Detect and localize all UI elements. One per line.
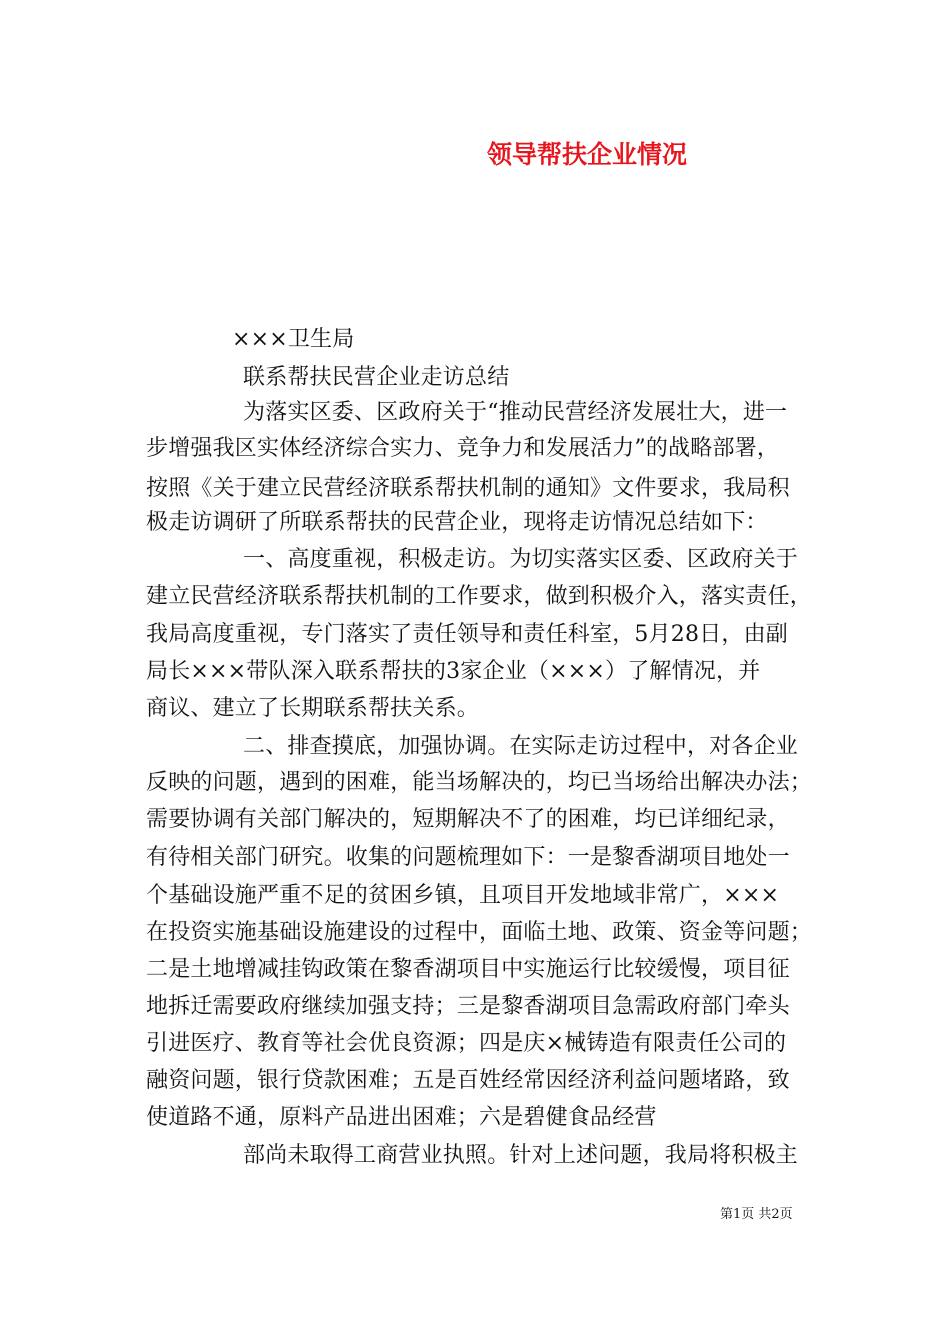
text-line: 地拆迁需要政府继续加强支持；三是黎香湖项目急需政府部门牵头 — [146, 994, 790, 1019]
text-line: 部尚未取得工商营业执照。针对上述问题，我局将积极主 — [243, 1143, 799, 1168]
text-line: 有待相关部门研究。收集的问题梳理如下：一是黎香湖项目地处一 — [146, 845, 790, 870]
text-line: 在投资实施基础设施建设的过程中，面临土地、政策、资金等问题； — [146, 920, 813, 945]
text-line: 反映的问题，遇到的困难，能当场解决的，均已当场给出解决办法； — [146, 770, 813, 795]
text-line: 个基础设施严重不足的贫困乡镇，且项目开发地域非常广，××× — [146, 883, 780, 908]
text-line: 我局高度重视，专门落实了责任领导和责任科室，5月28日，由副 — [146, 622, 788, 647]
text-line: 局长×××带队深入联系帮扶的3家企业（×××）了解情况，并 — [146, 659, 761, 684]
text-line: 引进医疗、教育等社会优良资源；四是庆×械铸造有限责任公司的 — [146, 1031, 787, 1056]
text-line: 一、高度重视，积极走访。为切实落实区委、区政府关于 — [243, 547, 799, 572]
text-line: 按照《关于建立民营经济联系帮扶机制的通知》文件要求，我局积 — [146, 476, 790, 501]
text-line: 融资问题，银行贷款困难；五是百姓经常因经济利益问题堵路，致 — [146, 1068, 790, 1093]
text-line: 二是土地增减挂钩政策在黎香湖项目中实施运行比较缓慢，项目征 — [146, 957, 790, 982]
text-line: 建立民营经济联系帮扶机制的工作要求，做到积极介入，落实责任， — [146, 584, 813, 609]
document-title: 领导帮扶企业情况 — [487, 140, 688, 169]
page-number-footer: 第1页 共2页 — [720, 1207, 793, 1222]
text-line: 为落实区委、区政府关于“推动民营经济发展壮大，进一 — [243, 400, 788, 425]
text-line: 联系帮扶民营企业走访总结 — [243, 365, 510, 390]
text-line: 使道路不通，原料产品进出困难；六是碧健食品经营 — [146, 1105, 657, 1130]
text-line: 步增强我区实体经济综合实力、竞争力和发展活力”的战略部署， — [146, 436, 780, 461]
text-line: ×××卫生局 — [232, 327, 355, 352]
text-line: 极走访调研了所联系帮扶的民营企业，现将走访情况总结如下： — [146, 510, 768, 535]
text-line: 二、排查摸底，加强协调。在实际走访过程中，对各企业 — [243, 734, 799, 759]
text-line: 需要协调有关部门解决的，短期解决不了的困难，均已详细纪录， — [146, 807, 790, 832]
text-line: 商议、建立了长期联系帮扶关系。 — [146, 696, 480, 721]
